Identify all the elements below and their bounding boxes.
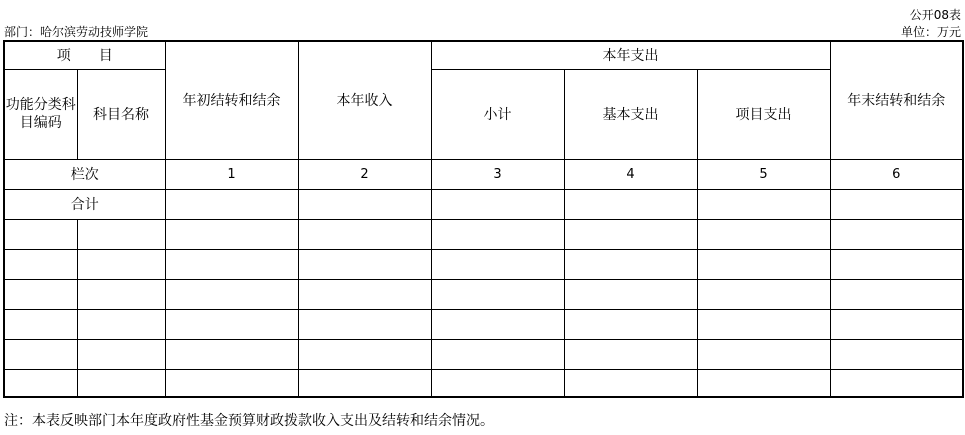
table-cell	[298, 249, 431, 279]
table-cell	[165, 189, 298, 219]
table-cell	[298, 279, 431, 309]
table-cell	[77, 219, 165, 249]
table-cell	[830, 279, 963, 309]
budget-table	[3, 40, 964, 398]
column-number-3: 3	[431, 159, 564, 189]
table-cell	[165, 339, 298, 369]
table-cell	[298, 219, 431, 249]
table-cell	[564, 339, 697, 369]
form-code: 公开08表	[909, 8, 961, 22]
table-cell	[431, 369, 564, 397]
table-cell	[564, 369, 697, 397]
table-cell	[830, 249, 963, 279]
table-row	[4, 339, 963, 369]
header-expense-group: 本年支出	[431, 41, 830, 69]
header-func-code: 功能分类科目编码	[4, 69, 77, 159]
column-number-4: 4	[564, 159, 697, 189]
table-cell	[830, 189, 963, 219]
table-cell	[77, 369, 165, 397]
table-cell	[165, 249, 298, 279]
column-number-6: 6	[830, 159, 963, 189]
table-cell	[4, 219, 77, 249]
table-cell	[697, 249, 830, 279]
header-right	[901, 7, 961, 41]
table-cell	[298, 339, 431, 369]
header-end-balance: 年末结转和结余	[830, 41, 963, 159]
table-cell	[830, 369, 963, 397]
table-cell	[431, 249, 564, 279]
unit-label: 单位：万元	[900, 25, 961, 39]
table-cell	[697, 279, 830, 309]
table-cell	[830, 339, 963, 369]
row-column-no-label: 栏次	[4, 159, 165, 189]
header-basic: 基本支出	[564, 69, 697, 159]
table-cell	[165, 279, 298, 309]
table-cell	[564, 279, 697, 309]
header-begin-balance: 年初结转和结余	[165, 41, 298, 159]
table-cell	[77, 339, 165, 369]
table-cell	[4, 249, 77, 279]
table-cell	[298, 189, 431, 219]
table-cell	[564, 249, 697, 279]
table-cell	[564, 309, 697, 339]
table-cell	[431, 279, 564, 309]
header-income: 本年收入	[298, 41, 431, 159]
header-project: 项目支出	[697, 69, 830, 159]
table-cell	[298, 369, 431, 397]
table-cell	[165, 309, 298, 339]
table-row	[4, 219, 963, 249]
table-cell	[431, 189, 564, 219]
header-subject-name: 科目名称	[77, 69, 165, 159]
column-number-5: 5	[697, 159, 830, 189]
row-total-label: 合计	[4, 189, 165, 219]
table-cell	[77, 279, 165, 309]
table-row	[4, 369, 963, 397]
table-cell	[697, 219, 830, 249]
table-cell	[830, 309, 963, 339]
table-cell	[4, 279, 77, 309]
table-row	[4, 279, 963, 309]
footnote: 注：本表反映部门本年度政府性基金预算财政拨款收入支出及结转和结余情况。	[4, 413, 494, 429]
department-label: 部门：哈尔滨劳动技师学院	[4, 25, 149, 39]
column-number-2: 2	[298, 159, 431, 189]
table-cell	[4, 369, 77, 397]
table-cell	[165, 219, 298, 249]
column-number-1: 1	[165, 159, 298, 189]
table-cell	[431, 309, 564, 339]
table-row	[4, 249, 963, 279]
table-cell	[431, 339, 564, 369]
table-cell	[564, 189, 697, 219]
table-cell	[697, 189, 830, 219]
table-cell	[77, 309, 165, 339]
table-cell	[830, 219, 963, 249]
header-item: 项 目	[4, 41, 165, 69]
table-cell	[298, 309, 431, 339]
header-subtotal: 小计	[431, 69, 564, 159]
table-cell	[77, 249, 165, 279]
table-cell	[697, 369, 830, 397]
table-cell	[697, 309, 830, 339]
table-cell	[4, 309, 77, 339]
table-cell	[431, 219, 564, 249]
table-cell	[165, 369, 298, 397]
table-cell	[697, 339, 830, 369]
table-cell	[4, 339, 77, 369]
table-row	[4, 309, 963, 339]
table-cell	[564, 219, 697, 249]
